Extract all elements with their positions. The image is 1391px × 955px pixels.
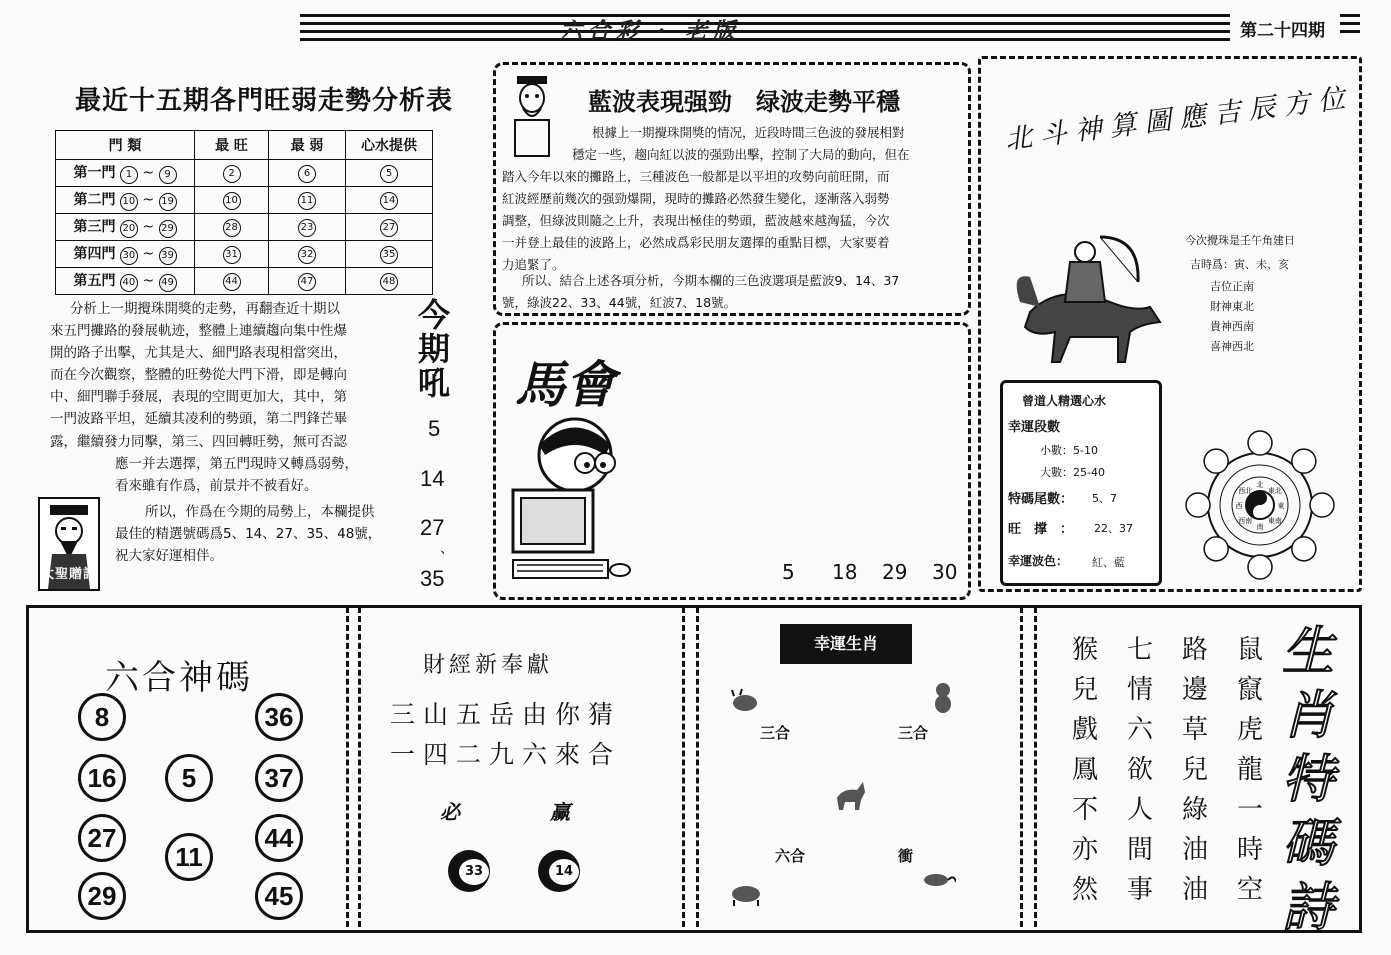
- poem-char: 戲: [1071, 715, 1098, 745]
- poem-char: 鼠: [1236, 635, 1263, 665]
- liuhe-number: 11: [165, 833, 213, 881]
- ball-number: 14: [549, 859, 579, 885]
- number-circle: 11: [298, 192, 316, 210]
- liuhe-number: 44: [255, 814, 303, 862]
- row-label: 第五門 40 ~ 49: [56, 268, 195, 295]
- cell-tip: [346, 214, 433, 241]
- tail-value: 5、7: [1092, 492, 1117, 505]
- horse-number: 30: [932, 560, 958, 584]
- col-header: 最 弱: [269, 131, 346, 160]
- poem-char: 人: [1126, 795, 1153, 825]
- scholar-icon: [505, 72, 560, 162]
- color-value: 紅、藍: [1092, 556, 1125, 569]
- issue-number: 第二十四期: [1240, 21, 1325, 41]
- table-row: [56, 160, 433, 187]
- divider: [358, 607, 361, 927]
- cell-min: [269, 268, 346, 295]
- liuhe-number: 27: [78, 814, 126, 862]
- shout-number: 35: [420, 566, 445, 591]
- poem-char: 情: [1126, 675, 1153, 705]
- poem-char: 空: [1236, 875, 1263, 905]
- compass-petal: [1186, 493, 1210, 517]
- compass-direction: 東北: [1267, 487, 1282, 496]
- header-rule: [300, 14, 1230, 17]
- segment-label: 幸運段數: [1008, 420, 1061, 435]
- poem-char: 鳳: [1071, 755, 1098, 785]
- horse-title: 馬會: [515, 355, 615, 414]
- compass-petal: [1292, 449, 1316, 473]
- poem-char: 猴: [1071, 635, 1098, 665]
- compass-direction: 北: [1256, 481, 1264, 489]
- number-circle: 44: [223, 273, 241, 291]
- shout-number: 5: [428, 416, 441, 441]
- col-header: 最 旺: [195, 131, 269, 160]
- finance-win: 赢: [550, 800, 570, 824]
- liuhe-number: 36: [255, 693, 303, 741]
- table-row: [56, 214, 433, 241]
- compass-petal: [1204, 537, 1228, 561]
- col-header: 門 類: [56, 131, 195, 160]
- cell-max: [195, 241, 269, 268]
- direction: 吉位正南: [1210, 280, 1254, 293]
- wave-line: 踏入今年以來的攤路上，三種波色一般都是以平坦的攻勢向前旺開，而: [502, 169, 890, 184]
- number-circle: 1: [120, 166, 138, 184]
- divider: [1020, 607, 1023, 927]
- zodiac-label: 衝: [898, 847, 914, 865]
- number-circle: 27: [380, 219, 398, 237]
- number-circle: 29: [159, 220, 177, 238]
- analysis-line: 一門波路平坦，延續其凌利的勢頭，第二門鋒芒畢: [50, 411, 347, 427]
- header-rule: [300, 30, 1230, 33]
- cell-tip: [346, 160, 433, 187]
- poem-column: [1235, 630, 1265, 910]
- shout-title: 今期吼: [418, 296, 451, 402]
- number-circle: 20: [120, 220, 138, 238]
- masthead: 六合彩 · 老版: [560, 18, 741, 44]
- divider: [346, 607, 349, 927]
- cell-tip: [346, 187, 433, 214]
- color-label: 幸運波色：: [1008, 554, 1069, 568]
- number-circle: 31: [223, 246, 241, 264]
- table-row: [56, 241, 433, 268]
- poem-char: 亦: [1071, 835, 1098, 865]
- ball-icon: [538, 850, 580, 892]
- divider: [682, 607, 685, 927]
- number-circle: 39: [159, 247, 177, 265]
- tail-label: 特碼尾數：: [1008, 492, 1074, 507]
- wave-line: 力追緊了。: [502, 257, 565, 272]
- cell-max: [195, 214, 269, 241]
- compass-petal: [1248, 431, 1272, 455]
- number-circle: 35: [380, 246, 398, 264]
- lucky-time: 吉時爲：寅、未、亥: [1190, 258, 1289, 271]
- cell-max: [195, 268, 269, 295]
- poem-char: 油: [1181, 835, 1208, 865]
- number-circle: 28: [223, 219, 241, 237]
- poem-char: 兒: [1181, 755, 1208, 785]
- shout-number: 14: [420, 466, 445, 491]
- ball-number: 33: [459, 859, 489, 885]
- wave-line: 紅波經歷前幾次的强勁爆開，現時的攤路必然發生變化，逐漸落入弱勢: [502, 191, 890, 206]
- table-row: [56, 187, 433, 214]
- ball-icon: [448, 850, 490, 892]
- compass-direction: 西南: [1238, 516, 1253, 525]
- number-circle: 5: [380, 165, 398, 183]
- number-circle: 19: [159, 193, 177, 211]
- analysis-line: 來五門攤路的發展軌迹，整體上連續趨向集中性爆: [50, 323, 347, 339]
- poem-title-char: 特: [1281, 750, 1334, 810]
- poem-column: [1125, 630, 1155, 910]
- poem-title-char: 肖: [1281, 686, 1334, 746]
- liuhe-number: 29: [78, 872, 126, 920]
- liuhe-title: 六合神碼: [105, 658, 253, 698]
- poem-title: [1278, 620, 1338, 940]
- divider: [1034, 607, 1037, 927]
- compass-petal: [1248, 555, 1272, 579]
- big-range: 大數：25-40: [1040, 466, 1105, 479]
- number-circle: 30: [120, 247, 138, 265]
- liuhe-number: 45: [255, 872, 303, 920]
- poem-char: 邊: [1181, 675, 1208, 705]
- compass-direction: 西北: [1238, 487, 1253, 496]
- trend-title: 最近十五期各門旺弱走勢分析表: [75, 86, 454, 116]
- poem-char: 七: [1126, 635, 1153, 665]
- poem-char: 事: [1126, 875, 1153, 905]
- table-row: [56, 268, 433, 295]
- number-circle: 14: [380, 192, 398, 210]
- compass-direction: 西: [1235, 502, 1243, 510]
- header-rule: [300, 38, 1230, 41]
- cell-min: [269, 214, 346, 241]
- number-circle: 9: [159, 166, 177, 184]
- direction: 財神東北: [1210, 300, 1254, 313]
- analysis-line: 而在今次觀察，整體的旺勢從大門下滑，即是轉向: [50, 367, 347, 383]
- cell-tip: [346, 268, 433, 295]
- compass-direction: 南: [1256, 523, 1264, 531]
- number-circle: 40: [120, 274, 138, 292]
- poem-title-char: 碼: [1281, 814, 1334, 874]
- scholar-figure: [505, 72, 560, 162]
- finance-line: 三山五岳由你猜: [390, 700, 622, 729]
- cell-min: [269, 241, 346, 268]
- analysis-line: 看來雖有作爲，前景并不被看好。: [115, 478, 318, 494]
- poem-char: 時: [1236, 835, 1263, 865]
- poem-char: 一: [1236, 795, 1263, 825]
- row-label: 第二門 10 ~ 19: [56, 187, 195, 214]
- compass-direction: 東: [1277, 502, 1285, 510]
- number-circle: 48: [380, 273, 398, 291]
- poem-char: 竄: [1236, 675, 1263, 705]
- analysis-line: 分析上一期攪珠開獎的走勢，再翻查近十期以: [70, 301, 340, 317]
- poem-char: 兒: [1071, 675, 1098, 705]
- wave-line: 穩定一些，趨向紅以波的强勁出擊，控制了大局的動向，但在: [572, 147, 910, 162]
- number-circle: 32: [298, 246, 316, 264]
- row-label: 第三門 20 ~ 29: [56, 214, 195, 241]
- horse-number: 29: [882, 560, 908, 584]
- computer-cartoon: [505, 415, 655, 585]
- zodiac-title: 幸運生肖: [780, 624, 912, 664]
- number-circle: 6: [298, 165, 316, 183]
- shout-number: 27: [420, 515, 445, 540]
- trend-table: [55, 130, 433, 295]
- cell-max: [195, 160, 269, 187]
- analysis-line: 中、細門聯手發展，表現的空間更加大，其中，第: [50, 389, 347, 405]
- horse-number: 5: [782, 560, 795, 584]
- cell-min: [269, 160, 346, 187]
- wave-line: 根據上一期攪珠開獎的情况，近段時間三色波的發展相對: [592, 125, 905, 140]
- wave-line: 一并登上最佳的波路上，必然成爲彩民朋友選擇的重點目標，大家要着: [502, 235, 890, 250]
- poem-title-char: 詩: [1281, 878, 1334, 938]
- liuhe-number: 37: [255, 754, 303, 802]
- liuhe-number: 16: [78, 754, 126, 802]
- finance-title: 財經新奉獻: [423, 653, 554, 678]
- poem-char: 龍: [1236, 755, 1263, 785]
- analysis-line: 開的路子出擊，尤其是大、細門路表現相當突出，: [50, 345, 347, 361]
- poem-column: [1070, 630, 1100, 910]
- fortune-caption: 今次攪珠是壬午角建日: [1185, 234, 1295, 247]
- horseman-icon: [1000, 212, 1170, 372]
- zodiac-label: 三合: [898, 724, 929, 742]
- wave-line: 號，綠波22、33、44號，紅波7、18號。: [502, 295, 737, 310]
- zodiac-label: 六合: [775, 847, 806, 865]
- wave-headline: 藍波表現强勁 绿波走勢平穩: [588, 88, 900, 116]
- compass-direction: 東南: [1267, 516, 1282, 525]
- finance-line: 一四二九六來合: [390, 740, 622, 769]
- poem-char: 不: [1071, 795, 1098, 825]
- poem-char: 六: [1126, 715, 1153, 745]
- number-circle: 10: [223, 192, 241, 210]
- poem-char: 綠: [1181, 795, 1208, 825]
- horse-number: 18: [832, 560, 858, 584]
- wave-line: 所以、結合上述各項分析，今期本欄的三色波選項是藍波9、14、37: [522, 273, 900, 288]
- shout-sep: 、: [440, 541, 454, 557]
- number-circle: 49: [159, 274, 177, 292]
- horse-icon: [833, 778, 867, 812]
- number-circle: 23: [298, 219, 316, 237]
- poem-char: 欲: [1126, 755, 1153, 785]
- poem-char: 油: [1181, 875, 1208, 905]
- number-circle: 47: [298, 273, 316, 291]
- col-header: 心水提供: [346, 131, 433, 160]
- direction: 貴神西南: [1210, 320, 1254, 333]
- warrior-figure: [1000, 212, 1170, 372]
- tips-title: 曾道人精選心水: [1022, 394, 1107, 408]
- row-label: 第四門 30 ~ 39: [56, 241, 195, 268]
- small-range: 小數：5-10: [1040, 444, 1098, 457]
- ox-icon: [730, 688, 760, 714]
- poem-char: 然: [1071, 875, 1098, 905]
- rat-icon: [920, 870, 956, 890]
- stamp-label: 大聖贈語: [40, 567, 97, 582]
- cell-max: [195, 187, 269, 214]
- goat-icon: [728, 880, 764, 906]
- hot-value: 22、37: [1094, 522, 1133, 535]
- hot-label: 旺 撑 ：: [1008, 522, 1074, 537]
- analysis-line: 應一并去選擇，第五門現時又轉爲弱勢，: [115, 456, 358, 472]
- direction: 喜神西北: [1210, 340, 1254, 353]
- analysis-line: 最佳的精選號碼爲5、14、27、35、48號，: [115, 526, 382, 542]
- sage-figure: [38, 497, 100, 591]
- compass-petal: [1204, 449, 1228, 473]
- number-circle: 2: [223, 165, 241, 183]
- wave-line: 調整，但綠波則隨之上升，表現出極佳的勢頭，藍波越來越洶猛，今次: [502, 213, 890, 228]
- poem-char: 草: [1181, 715, 1208, 745]
- finance-must: 必: [440, 800, 460, 824]
- zodiac-label: 三合: [760, 724, 791, 742]
- cell-min: [269, 187, 346, 214]
- compass-petal: [1310, 493, 1334, 517]
- compass-petal: [1292, 537, 1316, 561]
- number-circle: 10: [120, 193, 138, 211]
- monkey-icon: [928, 680, 958, 714]
- divider: [696, 607, 699, 927]
- poem-column: [1180, 630, 1210, 910]
- liuhe-number: 5: [165, 754, 213, 802]
- poem-char: 虎: [1236, 715, 1263, 745]
- analysis-line: 露，繼續發力同擊，第三、四回轉旺勢，無可否認: [50, 434, 347, 450]
- poem-char: 間: [1126, 835, 1153, 865]
- cell-tip: [346, 241, 433, 268]
- header-rule: [300, 22, 1230, 25]
- compass-wheel: [1185, 430, 1335, 580]
- analysis-line: 祝大家好運相伴。: [115, 548, 223, 564]
- fortune-title: 北斗神算圖應吉辰方位: [1003, 82, 1355, 156]
- analysis-line: 所以，作爲在今期的局勢上，本欄提供: [145, 504, 375, 520]
- computer-icon: [505, 415, 655, 585]
- row-label: 第一門 1 ~ 9: [56, 160, 195, 187]
- liuhe-number: 8: [78, 693, 126, 741]
- poem-title-char: 生: [1281, 622, 1334, 682]
- poem-char: 路: [1181, 635, 1208, 665]
